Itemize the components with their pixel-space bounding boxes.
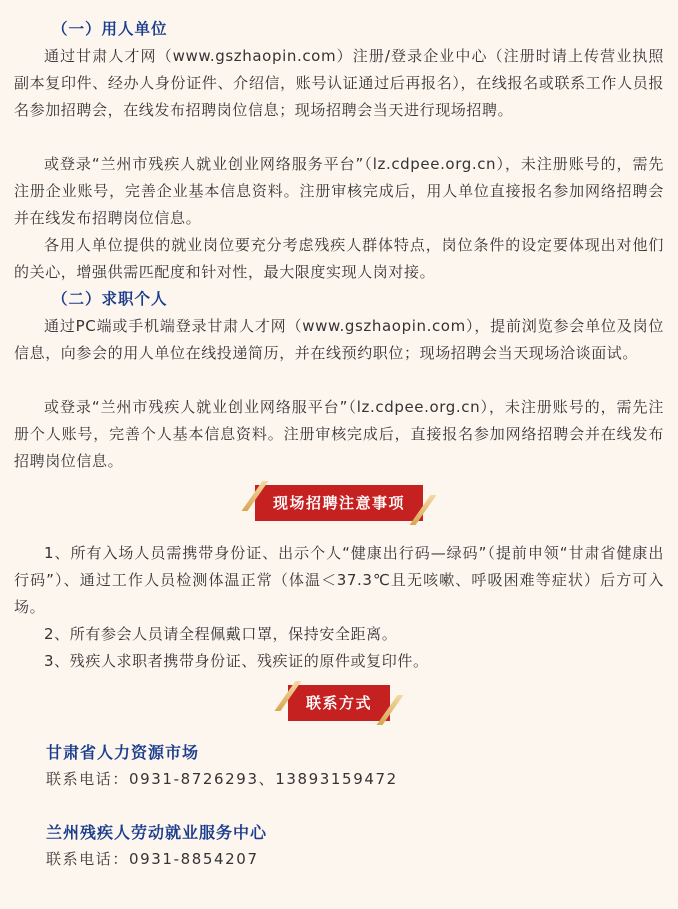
banner-stripe-decoration: [377, 695, 404, 725]
contact-phone: 联系电话：0931-8726293、13893159472: [46, 770, 398, 788]
contact-org-name: 兰州残疾人劳动就业服务中心: [46, 823, 268, 842]
contact-banner-title: 联系方式: [305, 694, 373, 712]
contact-banner: [288, 685, 390, 721]
contact-org-name: 甘肃省人力资源市场: [46, 743, 200, 762]
employer-paragraph-3: 各用人单位提供的就业岗位要充分考虑残疾人群体特点，岗位条件的设定要体现出对他们的关心，增强供需匹配度和针对性，最大限度实现人岗对接。: [14, 236, 664, 281]
section-heading-job-seekers: （二）求职个人: [52, 290, 168, 308]
seeker-paragraph-2: 或登录“兰州市残疾人就业创业网络服平台”（lz.cdpee.org.cn），未注册账号的，需先注册个人账号，完善个人基本信息资料。注册审核完成后，直接报名参加网络招聘会并在线发布招聘岗位信息。: [14, 398, 664, 470]
employer-paragraph-2: 或登录“兰州市残疾人就业创业网络服务平台”（lz.cdpee.org.cn），未注册账号的，需先注册企业账号，完善企业基本信息资料。注册审核完成后，用人单位直接报名参加网络招聘会并在线发布招聘岗位信息。: [14, 155, 664, 227]
banner-stripe-decoration: [274, 681, 301, 711]
notice-item-2: 2、所有参会人员请全程佩戴口罩，保持安全距离。: [44, 625, 398, 643]
notice-banner: [255, 485, 423, 521]
banner-stripe-decoration: [241, 481, 268, 511]
banner-stripe-decoration: [410, 495, 437, 525]
section-heading-employers: （一）用人单位: [52, 20, 168, 38]
notice-banner-title: 现场招聘注意事项: [272, 494, 406, 512]
notice-item-3: 3、残疾人求职者携带身份证、残疾证的原件或复印件。: [44, 652, 429, 670]
contact-phone: 联系电话：0931-8854207: [46, 850, 259, 868]
seeker-paragraph-1: 通过PC端或手机端登录甘肃人才网（www.gszhaopin.com），提前浏览参会单位及岗位信息，向参会的用人单位在线投递简历，并在线预约职位；现场招聘会当天现场洽谈面试。: [14, 317, 664, 362]
employer-paragraph-1: 通过甘肃人才网（www.gszhaopin.com）注册/登录企业中心（注册时请上传营业执照副本复印件、经办人身份证件、介绍信，账号认证通过后再报名），在线报名或联系工作人员报名参加招聘会，在线发布招聘岗位信息；现场招聘会当天进行现场招聘。: [14, 47, 664, 119]
notice-item-1: 1、所有入场人员需携带身份证、出示个人“健康出行码—绿码”（提前申领“甘肃省健康出行码”）、通过工作人员检测体温正常（体温＜37.3℃且无咳嗽、呼吸困难等症状）后方可入场。: [14, 544, 664, 616]
